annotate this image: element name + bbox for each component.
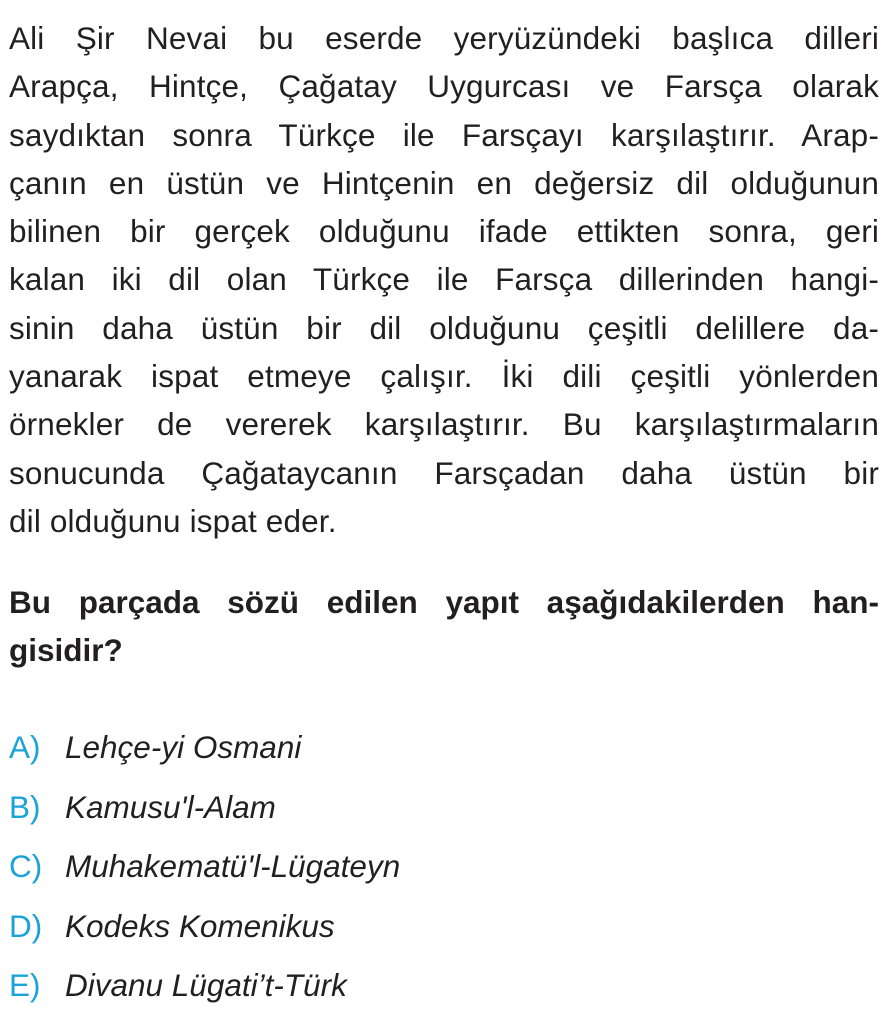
option-letter: E)	[9, 967, 41, 1003]
option-c[interactable]	[9, 841, 879, 901]
option-letter: C)	[9, 848, 43, 884]
option-letter: B)	[9, 788, 41, 825]
option-text: Divanu Lügati’t-Türk	[65, 967, 347, 1003]
question-stem	[9, 578, 879, 675]
option-letter: A)	[9, 729, 41, 765]
passage-line: örnekler de vererek karşılaştırır. Bu karşılaştırmaların	[9, 406, 879, 443]
option-a[interactable]	[9, 722, 879, 782]
passage-line: dil olduğunu ispat eder.	[9, 502, 337, 539]
passage-line: saydıktan sonra Türkçe ile Farsçayı karşılaştırır. Arap-	[9, 116, 879, 153]
option-text: Lehçe-yi Osmani	[65, 729, 302, 765]
passage-line: sinin daha üstün bir dil olduğunu çeşitli delillere da-	[9, 309, 879, 346]
passage-line: bilinen bir gerçek olduğunu ifade ettikten sonra, geri	[9, 213, 879, 250]
option-text: Muhakematü'l-Lügateyn	[65, 848, 401, 884]
question-line: gisidir?	[9, 632, 123, 669]
passage-line: çanın en üstün ve Hintçenin en değersiz dil olduğunun	[9, 164, 879, 201]
option-letter: D)	[9, 907, 43, 944]
option-e[interactable]	[9, 960, 879, 1020]
passage-line: sonucunda Çağataycanın Farsçadan daha üstün bir	[9, 454, 879, 491]
passage-text	[9, 14, 879, 545]
option-d[interactable]	[9, 901, 879, 961]
answer-options	[9, 722, 879, 1020]
option-b[interactable]	[9, 782, 879, 842]
passage-line: kalan iki dil olan Türkçe ile Farsça dillerinden hangi-	[9, 261, 879, 298]
passage-line: yanarak ispat etmeye çalışır. İki dili çeşitli yönlerden	[9, 358, 879, 395]
passage-line: Arapça, Hintçe, Çağatay Uygurcası ve Farsça olarak	[9, 68, 879, 105]
option-text: Kodeks Komenikus	[65, 907, 335, 944]
passage-line: Ali Şir Nevai bu eserde yeryüzündeki başlıca dilleri	[9, 20, 879, 56]
question-line: Bu parçada sözü edilen yapıt aşağıdakilerden han-	[9, 584, 879, 620]
option-text: Kamusu'l-Alam	[65, 788, 276, 825]
